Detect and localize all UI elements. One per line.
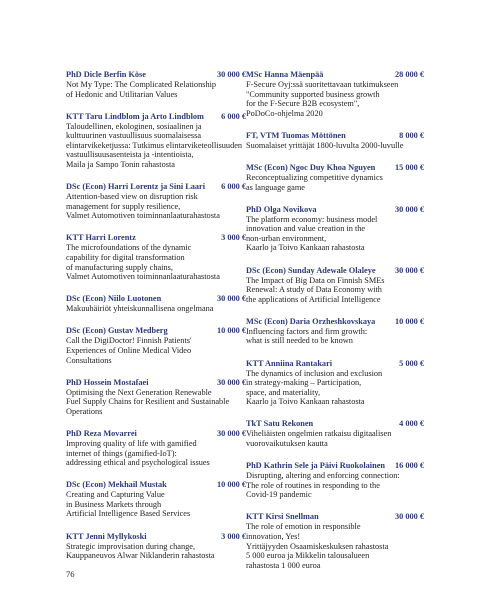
left-column: [66, 70, 246, 573]
description-line: Artificial Intelligence Based Services: [66, 509, 191, 519]
grant-amount: 15 000 €: [394, 162, 424, 172]
recipient-name: MSc Hanna Mäenpää: [246, 70, 324, 79]
description-line: The Impact of Big Data on Finnish SMEs: [246, 275, 385, 285]
grant-heading: [246, 205, 424, 215]
description-line: Renewal: A study of Data Economy with: [246, 285, 382, 295]
grant-entry: [246, 359, 424, 407]
grant-entry: [66, 294, 246, 314]
grant-amount: 6 000 €: [221, 182, 246, 192]
description-line: Taloudellinen, ekologinen, sosiaalinen ja: [66, 121, 202, 131]
grant-entry: [66, 233, 246, 281]
description-line: Call the DigiDoctor! Finnish Patients': [66, 336, 192, 346]
description-line: Fuel Supply Chains for Resilient and Sustainable: [66, 397, 230, 407]
page-number: 76: [66, 569, 75, 579]
description-line: Viheliäisten ongelmien ratkaisu digitaalisen: [246, 429, 392, 439]
grant-entry: [66, 112, 246, 170]
grant-amount: 30 000 €: [394, 512, 424, 522]
grant-heading: [66, 70, 246, 80]
grant-entry: [246, 512, 424, 570]
project-description: [66, 192, 246, 221]
project-description: [246, 471, 424, 500]
recipient-name: KTT Harri Lorentz: [66, 233, 136, 243]
grant-entry: [66, 532, 246, 561]
description-line: kulttuurinen vastuullisuus suomalaisessa: [66, 131, 202, 141]
recipient-name: PhD Kathrin Sele ja Päivi Ruokolainen: [246, 461, 385, 471]
description-line: elintarvikeketjussa: Tutkimus elintarviketeollisuuden: [66, 140, 243, 150]
description-line: Reconceptualizing competitive dynamics: [246, 172, 383, 182]
grant-heading: [66, 326, 246, 336]
grant-heading: [246, 70, 424, 80]
description-line: Attention-based view on disruption risk: [66, 192, 198, 202]
recipient-name: DSc (Econ) Niilo Luotonen: [66, 294, 162, 304]
grant-entry: [66, 70, 246, 99]
description-line: Creating and Capturing Value: [66, 490, 165, 500]
project-description: [66, 80, 246, 99]
description-line: The microfoundations of the dynamic: [66, 243, 192, 253]
project-description: [246, 327, 424, 346]
project-description: [246, 173, 424, 192]
description-line: Valmet Automotiven toiminnanlaaturahastosta: [66, 272, 220, 282]
project-description: [66, 490, 246, 519]
description-line: in strategy-making – Participation,: [246, 378, 362, 388]
project-description: [66, 542, 246, 561]
description-line: Maila ja Sampo Tonin rahastosta: [66, 160, 175, 170]
project-description: [66, 336, 246, 365]
recipient-name: KTT Kirsi Snellman: [246, 512, 319, 522]
grant-heading: [246, 461, 424, 471]
recipient-name: PhD Dicle Berfin Köse: [66, 70, 146, 79]
description-line: capability for digital transformation: [66, 253, 185, 263]
description-line: Suomalaiset yrittäjät 1800-luvulta 2000-luvulle: [246, 140, 404, 150]
description-line: vastuullisuusasenteista ja -intentioista,: [66, 150, 194, 160]
grant-amount: 30 000 €: [216, 377, 246, 387]
description-line: PoDoCo-ohjelma 2020: [246, 108, 323, 118]
recipient-name: PhD Reza Movarrei: [66, 428, 137, 438]
grant-heading: [246, 512, 424, 522]
description-line: The platform economy: business model: [246, 214, 378, 224]
description-line: rahastosta 1 000 euroa: [246, 560, 321, 570]
description-line: internet of things (gamified-IoT):: [66, 448, 177, 458]
grant-heading: [246, 163, 424, 173]
description-line: of manufacturing supply chains,: [66, 262, 173, 272]
grant-amount: 10 000 €: [216, 326, 246, 336]
description-line: non-urban environment,: [246, 233, 327, 243]
description-line: The dynamics of inclusion and exclusion: [246, 368, 383, 378]
grant-entry: [246, 205, 424, 253]
grant-heading: [246, 317, 424, 327]
description-line: innovation and value creation in the: [246, 224, 366, 234]
grant-heading: [66, 378, 246, 388]
grant-heading: [66, 429, 246, 439]
description-line: Disrupting, altering and enforcing connection:: [246, 471, 400, 481]
project-description: [246, 80, 424, 118]
description-line: Makuuhäiriöt yhteiskunnallisena ongelmana: [66, 304, 214, 314]
grant-entry: [246, 461, 424, 500]
project-description: [66, 122, 246, 170]
project-description: [66, 243, 246, 281]
grant-amount: 10 000 €: [394, 316, 424, 326]
grant-heading: [66, 112, 246, 122]
description-line: Covid-19 pandemic: [246, 490, 312, 500]
grant-amount: 16 000 €: [394, 461, 424, 471]
grant-entry: [246, 131, 424, 151]
grant-amount: 10 000 €: [216, 480, 246, 490]
project-description: [246, 429, 424, 448]
recipient-name: DSc (Econ) Gustav Medberg: [66, 326, 168, 336]
grant-entry: [246, 163, 424, 192]
grant-amount: 30 000 €: [216, 428, 246, 438]
grant-entry: [246, 317, 424, 346]
recipient-name: MSc (Econ) Ngoc Duy Khoa Nguyen: [246, 162, 376, 172]
description-line: what is still needed to be known: [246, 336, 353, 346]
project-description: [246, 276, 424, 305]
project-description: [246, 215, 424, 253]
description-line: Kaarlo ja Toivo Kankaan rahastosta: [246, 243, 365, 253]
project-description: [66, 388, 246, 417]
description-line: innovation, Yes!: [246, 531, 301, 541]
recipient-name: PhD Hossein Mostafaei: [66, 377, 149, 387]
grant-amount: 3 000 €: [221, 531, 246, 541]
description-line: space, and materiality,: [246, 387, 321, 397]
description-line: Improving quality of life with gamified: [66, 438, 197, 448]
description-line: vuorovaikutuksen kautta: [246, 438, 328, 448]
grant-amount: 30 000 €: [394, 265, 424, 275]
description-line: addressing ethical and psychological issues: [66, 458, 210, 468]
recipient-name: MSc (Econ) Daria Orzheshkovskaya: [246, 316, 376, 326]
description-line: Not My Type: The Complicated Relationship: [66, 80, 217, 89]
grant-entry: [66, 429, 246, 468]
grant-heading: [66, 294, 246, 304]
grant-amount: 8 000 €: [399, 130, 424, 140]
description-line: "Community supported business growth: [246, 89, 380, 99]
grant-heading: [66, 182, 246, 192]
description-line: Experiences of Online Medical Video: [66, 346, 192, 355]
recipient-name: KTT Taru Lindblom ja Arto Lindblom: [66, 111, 204, 121]
description-line: Optimising the Next Generation Renewable: [66, 387, 212, 397]
recipient-name: FT, VTM Tuomas Möttönen: [246, 130, 346, 140]
recipient-name: DSc (Econ) Mekhail Mustak: [66, 480, 167, 490]
grant-amount: 30 000 €: [216, 294, 246, 304]
project-description: [246, 141, 424, 151]
project-description: [246, 369, 424, 407]
grant-amount: 3 000 €: [221, 233, 246, 243]
recipient-name: KTT Jenni Myllykoski: [66, 531, 147, 541]
project-description: [66, 304, 246, 314]
grant-heading: [246, 419, 424, 429]
recipient-name: DSc (Econ) Sunday Adewale Olaleye: [246, 265, 376, 275]
description-line: Influencing factors and firm growth:: [246, 326, 368, 336]
description-line: for the F-Secure B2B ecosystem",: [246, 99, 360, 109]
description-line: Consultations: [66, 355, 112, 365]
description-line: Kauppaneuvos Alwar Niklanderin rahastosta: [66, 551, 215, 561]
description-line: 5 000 euroa ja Mikkelin talousalueen: [246, 551, 370, 561]
grant-amount: 6 000 €: [221, 111, 246, 121]
description-line: F-Secure Oyj:ssä suoritettavaan tutkimukseen: [246, 80, 399, 89]
description-line: as language game: [246, 182, 305, 192]
project-description: [66, 439, 246, 468]
description-line: in Business Markets through: [66, 499, 162, 509]
description-line: The role of emotion in responsible: [246, 522, 361, 532]
grant-entry: [66, 378, 246, 417]
recipient-name: TkT Satu Rekonen: [246, 419, 314, 429]
description-line: the applications of Artificial Intelligence: [246, 294, 381, 304]
recipient-name: KTT Anniina Rantakari: [246, 358, 333, 368]
grant-heading: [246, 266, 424, 276]
recipient-name: DSc (Econ) Harri Lorentz ja Sini Laari: [66, 182, 206, 192]
grant-heading: [66, 233, 246, 243]
description-line: The role of routines in responding to the: [246, 480, 380, 490]
project-description: [246, 522, 424, 570]
grant-heading: [66, 532, 246, 542]
grant-entry: [66, 480, 246, 519]
recipient-name: PhD Olga Novikova: [246, 204, 317, 214]
grant-amount: 30 000 €: [216, 70, 246, 79]
description-line: management for supply resilience,: [66, 201, 181, 211]
grant-entry: [246, 266, 424, 305]
grant-heading: [66, 480, 246, 490]
grant-heading: [246, 131, 424, 141]
grant-amount: 4 000 €: [399, 419, 424, 429]
description-line: Yrittäjyyden Osaamiskeskuksen rahastosta: [246, 541, 389, 551]
grant-heading: [246, 359, 424, 369]
grant-amount: 28 000 €: [394, 70, 424, 79]
grant-entry: [66, 182, 246, 221]
description-line: of Hedonic and Utilitarian Values: [66, 89, 178, 99]
description-line: Valmet Automotiven toiminnanlaaturahastosta: [66, 211, 220, 221]
description-line: Operations: [66, 406, 103, 416]
grant-entry: [246, 419, 424, 448]
grant-amount: 30 000 €: [394, 204, 424, 214]
grant-amount: 5 000 €: [399, 358, 424, 368]
description-line: Strategic improvisation during change,: [66, 541, 196, 551]
description-line: Kaarlo ja Toivo Kankaan rahastosta: [246, 397, 365, 407]
grant-entry: [66, 326, 246, 365]
grant-entry: [246, 70, 424, 118]
right-column: [246, 70, 424, 583]
